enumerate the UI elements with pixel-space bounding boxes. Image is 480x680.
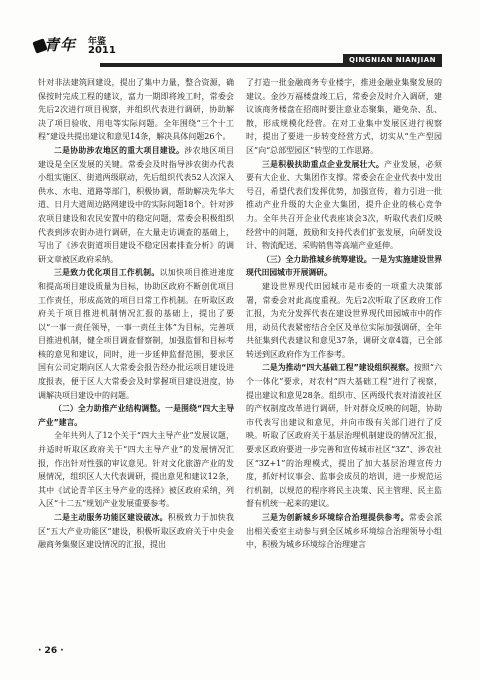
paragraph: [38, 511, 234, 552]
paragraph: [38, 144, 234, 266]
page-header: [0, 0, 480, 64]
paragraph-lead: 二是主动服务功能区建设破冰。: [54, 513, 168, 522]
paragraph-lead: 二是为推动“四大基础工程”建设组织视察。: [262, 363, 414, 373]
section-heading-text: （二）全力助推产业结构调整。一是围绕“四大主导产业”建言。: [38, 404, 234, 427]
paragraph-text: 按照“六个一体化”要求，对农村“四大基础工程”进行了视察，提出建议和意见28条。组织市、区两级代表对清波社区的产权制度改革进行调研，针对群众反映的问题，协助市代表写出建议和意见，并向市级有关部门进行了反映。听取了区政府关于基层治理机制建设的情况汇报，要求区政府要进一步完善和宣传城市社区“3Z”、涉农社区“3Z+1”的治理模式，提出了加大基层治理宣传力度，抓好村议事会、监事会成员的培训，进一步规范运行机制，以规范的程序将民主决策、民主管理、民主监督有机统一起来的建议。: [246, 363, 442, 509]
paragraph-lead: 三是积极扶助重点企业发展壮大。: [262, 159, 384, 169]
page-number: · 26 ·: [38, 646, 64, 656]
paragraph-lead: 二是协助涉农地区的重大项目建设。: [54, 145, 185, 155]
header-banner: QINGNIAN NIANJIAN: [343, 54, 442, 67]
paragraph: [246, 158, 442, 253]
paragraph: 建设世界现代田园城市是市委的一项重大决策部署，常委会对此高度重视。先后2次听取了区政府工作汇报，为充分发挥代表在建设世界现代田园城市中的作用，动员代表紧密结合全区及单位实际加强调研，全年共征集到代表建议和意见37条，调研文章4篇，已全部转送到区政府作为工作参考。: [246, 281, 442, 359]
logo-year: 2011: [88, 45, 116, 56]
section-heading: [38, 402, 234, 429]
paragraph: [38, 266, 234, 402]
article-body: [38, 76, 442, 636]
logo-year-label: 年鉴: [88, 37, 107, 47]
paragraph-continued: 针对非法建筑回建设，提出了集中力量，整合资源，确保按时完成工程的建议，富力一期即将竣工时，常委会先后2次进行项目视察，并组织代表进行调研，协助解决了项目验收、用电等实际问题。全年围绕“三个十工程”建设共提出建议和意见14条，解决具体问题26个。: [38, 78, 234, 142]
section-heading-text: （三）全力助推城乡统筹建设。一是为实施建设世界现代田园城市开展调研。: [246, 254, 442, 278]
paragraph-continued: 了打造一批金融商务专业楼宇，推进金融业集聚发展的建议。金沙万福楼盘竣工后，常委会及时介入调研，建议该商务楼盘在招商时要注意业态聚集，避免杂、乱、散，形成规模化经营。在对工业集中发展区进行视察时，提出了要进一步转变经营方式，切实从“生产型园区”向“总部型园区”转型的工作思路。: [246, 78, 442, 155]
paragraph: 全年共列人了12个关于“四大主导产业”发展议题，并适时听取区政府关于“四大主导产业”的发展情况汇报，作出针对性强的审议意见。针对文化旅游产业的发展情况，组织区人大代表调研，提出意见和建议12条，其中《试论青羊区主导产业的选择》被区政府采纳，列入区“十二五”规划产业发展重要参考。: [38, 431, 234, 509]
paragraph: [246, 361, 442, 511]
left-column: [38, 76, 234, 636]
paragraph-text: 积极致力于加快我区“五大产业功能区”建设，积极听取区政府关于中央金融商务集聚区建设情况的汇报，提出: [38, 513, 234, 550]
section-heading: [246, 253, 442, 280]
paragraph-text: 产业发展，必须要有大企业、大集团作支撑。常委会在企业代表中发出号召，希望代表们发挥优势，加强宣传，着力引进一批推动产业升级的大企业大集团，提升企业的核心竞争力。全年共召开企业代表座谈会3次，听取代表们反映经营中的问题，鼓励和支持代表们扩张发展，向研发设计、物流配送、采购销售等高端产业延伸。: [246, 159, 442, 251]
paragraph-lead: 三是致力优化项目工作机制。: [54, 268, 160, 278]
paragraph-text: 常委会派出相关委室主动参与到全区城乡环境综合治理领导小组中，积极为城乡环境综合治理建言: [246, 513, 442, 550]
paragraph: [246, 511, 442, 552]
right-column: [246, 76, 442, 636]
logo-title: 青年: [44, 36, 77, 54]
paragraph-text: 以加快项目推进速度和提高项目建设质量为目标，协助区政府不断创优项目工作责任，形成高效的项目日常工作机制。在听取区政府关于项目推进机制情况汇报的基础上，提出了要以“一事一责任领导，一事一责任主体”为目标，完善项目推进机制，健全项目调查督察制，加强监督和目标考核的意见和建议，同时，进一步延伸监督范围，要求区国有公司定期向区人大常委会报告经办批运项目建设进度报表，便于区人大常委会及时掌握项目建设进度，协调解决项目建设中的问题。: [38, 268, 234, 400]
paragraph-lead: 三是为创新城乡环境综合治理提供参考。: [262, 513, 409, 522]
paragraph-text: 涉农地区项目建设是全区发展的关键。常委会及时指导涉农街办代表小组实施区、街道两级联动，先后组织代表52人次深入供水、水电、道路等部门，积极协调，帮助解决先华大道、日月大道周边路网建设中的实际问题18个。针对涉农项目建设和农民安置中的稳定问题，常委会积极组织代表到涉农街办进行调研，在大量走访调查的基础上，写出了《涉农街道项目建设不稳定因素排查分析》的调研文章被区政府采纳。: [38, 145, 234, 264]
